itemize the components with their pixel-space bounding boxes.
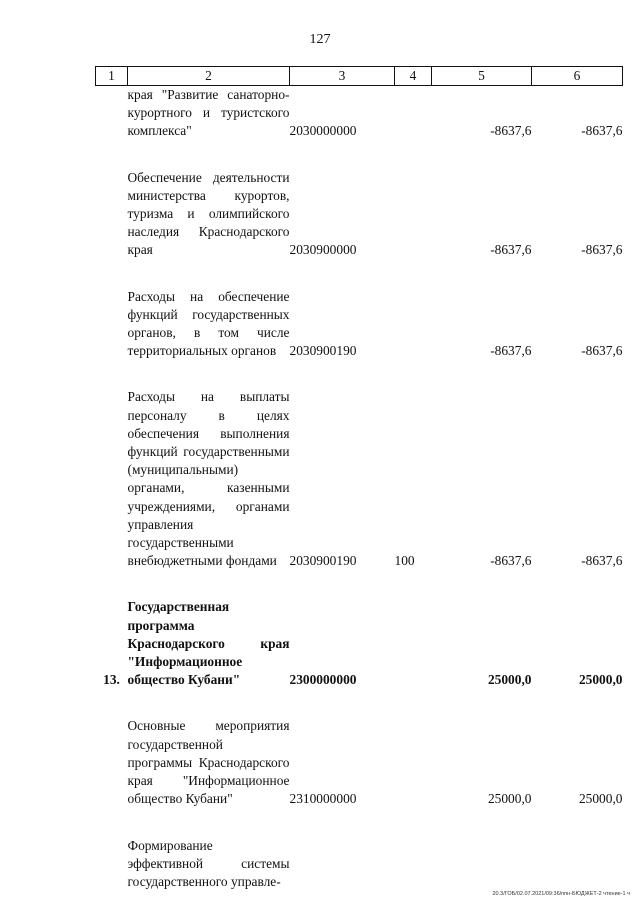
row-number bbox=[96, 260, 128, 361]
row-number bbox=[96, 689, 128, 808]
table-row bbox=[96, 260, 623, 361]
target-article-code: 2030000000 bbox=[289, 123, 357, 139]
amount-year-1: -8637,6 bbox=[490, 553, 532, 569]
expense-type-code bbox=[395, 141, 432, 260]
amount-year-2: 25000,0 bbox=[578, 672, 623, 688]
column-header: 5 bbox=[432, 67, 532, 86]
amount-year-1: 25000,0 bbox=[487, 791, 532, 807]
footer-code: 20.3/ГОБ/02.07.2021/09:36/ппн-БЮДЖЕТ-2 чтение-1 ч bbox=[492, 891, 630, 897]
table-row bbox=[96, 689, 623, 808]
column-header: 3 bbox=[290, 67, 395, 86]
row-description: Расходы на выплаты персоналу в целях обеспечения выполнения функций государственными (муниципальными) органами, казенными учреждениями, органами управления государственными внебюджетными фондами bbox=[127, 389, 290, 569]
column-header: 6 bbox=[532, 67, 623, 86]
expense-type-code bbox=[395, 570, 432, 689]
page-number: 127 bbox=[309, 32, 331, 47]
row-description: края "Развитие санаторно-курортного и туристского комплекса" bbox=[127, 87, 290, 139]
expense-type-code bbox=[395, 689, 432, 808]
amount-year-2: -8637,6 bbox=[581, 343, 623, 359]
amount-year-1: 25000,0 bbox=[487, 672, 532, 688]
target-article-code: 2030900000 bbox=[289, 242, 357, 258]
row-description: Обеспечение деятельности министерства курортов, туризма и олимпийского наследия Краснодарского края bbox=[127, 169, 290, 258]
amount-year-2: -8637,6 bbox=[581, 553, 623, 569]
table-row bbox=[96, 360, 623, 570]
expense-type-code: 100 bbox=[394, 553, 415, 569]
expense-type-code bbox=[395, 86, 432, 141]
row-description: Основные мероприятия государственной программы Краснодарского края "Информационное общество Кубани" bbox=[127, 718, 290, 807]
table-row bbox=[96, 86, 623, 141]
row-number bbox=[96, 360, 128, 570]
expense-type-code bbox=[395, 260, 432, 361]
amount-year-1: -8637,6 bbox=[490, 123, 532, 139]
row-number bbox=[96, 86, 128, 141]
column-header: 1 bbox=[96, 67, 128, 86]
budget-table bbox=[95, 66, 623, 891]
amount-year-1 bbox=[432, 809, 532, 892]
amount-year-2 bbox=[532, 809, 623, 892]
table-row bbox=[96, 570, 623, 689]
amount-year-1: -8637,6 bbox=[490, 343, 532, 359]
target-article-code: 2030900190 bbox=[289, 343, 357, 359]
column-header: 2 bbox=[128, 67, 290, 86]
expense-type-code bbox=[395, 809, 432, 892]
row-description: Формирование эффективной системы государственного управле- bbox=[127, 837, 290, 889]
row-description: Государственная программа Краснодарского края "Информационное общество Кубани" bbox=[127, 599, 290, 688]
target-article-code: 2300000000 bbox=[289, 672, 357, 688]
table-header-row bbox=[96, 67, 623, 86]
row-number bbox=[96, 809, 128, 892]
target-article-code: 2030900190 bbox=[289, 553, 357, 569]
column-header: 4 bbox=[395, 67, 432, 86]
target-article-code bbox=[290, 809, 395, 892]
target-article-code: 2310000000 bbox=[289, 791, 357, 807]
amount-year-2: -8637,6 bbox=[581, 242, 623, 258]
row-number: 13. bbox=[103, 672, 120, 688]
amount-year-2: 25000,0 bbox=[578, 791, 623, 807]
row-description: Расходы на обеспечение функций государственных органов, в том числе территориальных органов bbox=[127, 288, 290, 359]
table-row bbox=[96, 809, 623, 892]
amount-year-2: -8637,6 bbox=[581, 123, 623, 139]
amount-year-1: -8637,6 bbox=[490, 242, 532, 258]
row-number bbox=[96, 141, 128, 260]
table-row bbox=[96, 141, 623, 260]
